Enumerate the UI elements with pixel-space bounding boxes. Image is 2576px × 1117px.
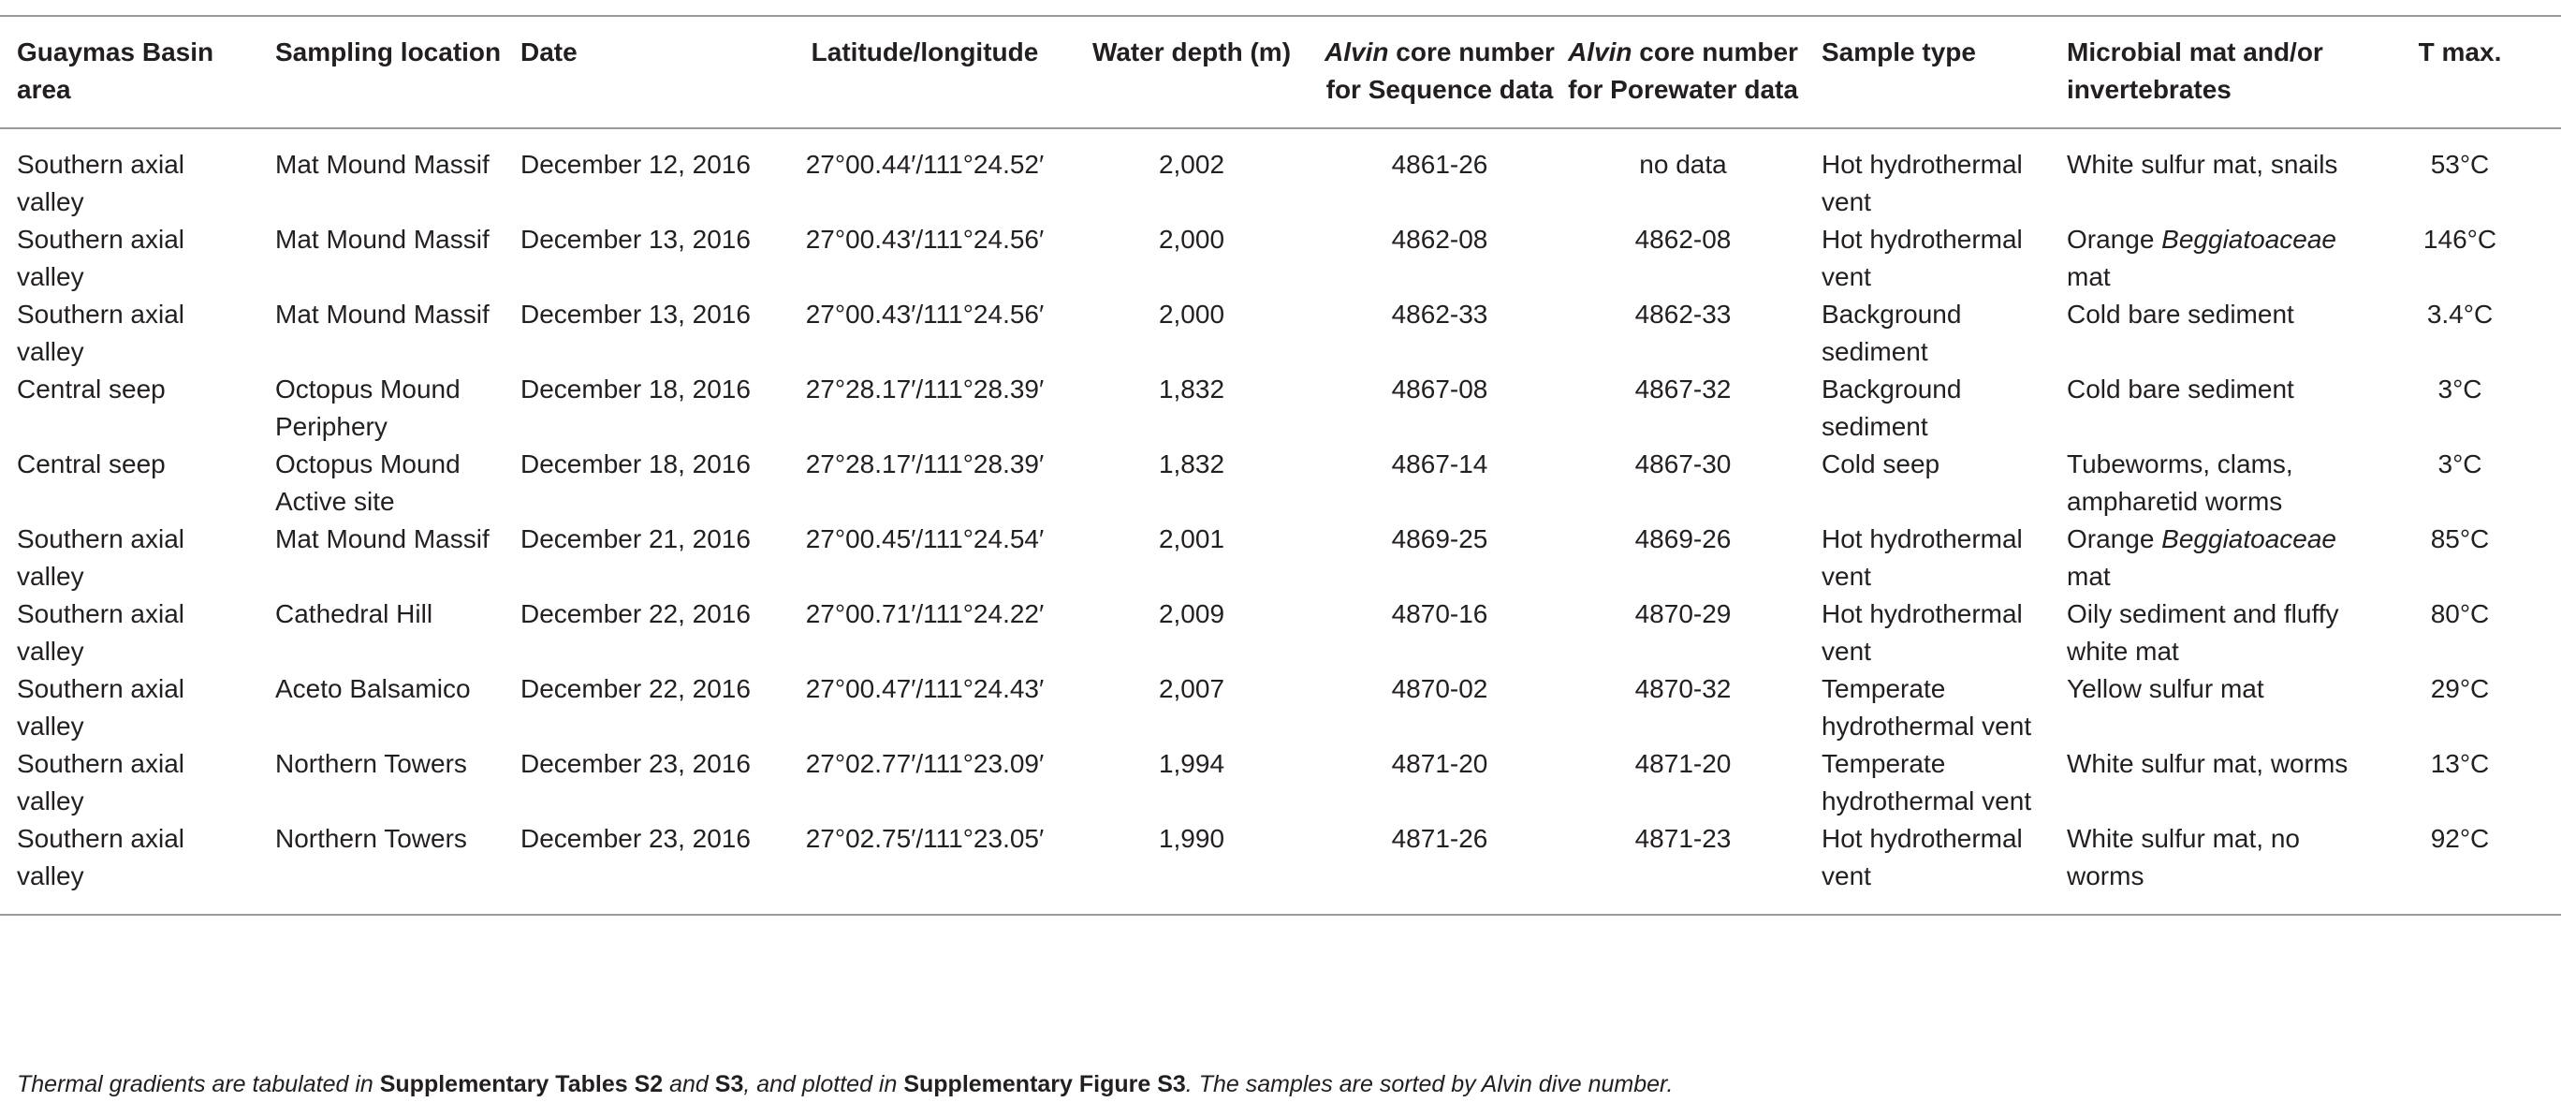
cell-porewater-core: 4867-32: [1634, 375, 1732, 404]
mat-text: Orange: [2067, 524, 2162, 553]
mat-text: White sulfur mat, no worms: [2067, 824, 2300, 890]
cell-area: Southern axial valley: [17, 150, 185, 216]
cell-area: Southern axial valley: [17, 599, 185, 666]
col-header-tmax: T max.: [2418, 37, 2502, 66]
cell-location: Mat Mound Massif: [275, 300, 490, 329]
cell-sample-type: Hot hydrothermal vent: [1822, 524, 2023, 591]
cell-latlon: 27°00.43′/111°24.56′: [805, 300, 1045, 329]
footnote-text: , and plotted in: [743, 1071, 904, 1097]
cell-latlon: 27°28.17′/111°28.39′: [805, 375, 1045, 404]
table-row: [0, 446, 2561, 521]
cell-location: Northern Towers: [275, 824, 467, 853]
cell-depth: 2,000: [1158, 300, 1225, 329]
col-header-date: Date: [520, 37, 578, 66]
cell-tmax: 92°C: [2430, 824, 2490, 853]
cell-sequence-core: 4862-33: [1391, 300, 1488, 329]
cell-sample-type: Hot hydrothermal vent: [1822, 150, 2023, 216]
cell-tmax: 146°C: [2422, 225, 2497, 254]
cell-porewater-core: 4862-08: [1634, 225, 1732, 254]
table-footnote: [17, 1068, 1673, 1100]
cell-sequence-core: 4870-16: [1391, 599, 1488, 628]
cell-sample-type: Hot hydrothermal vent: [1822, 824, 2023, 890]
cell-latlon: 27°00.43′/111°24.56′: [805, 225, 1045, 254]
cell-sample-type: Hot hydrothermal vent: [1822, 225, 2023, 291]
cell-area: Southern axial valley: [17, 225, 185, 291]
cell-location: Cathedral Hill: [275, 599, 433, 628]
cell-sequence-core: 4861-26: [1391, 150, 1488, 179]
cell-depth: 1,832: [1158, 375, 1225, 404]
cell-sequence-core: 4869-25: [1391, 524, 1488, 553]
mat-text: White sulfur mat, snails: [2067, 150, 2338, 179]
cell-porewater-core: 4862-33: [1634, 300, 1732, 329]
cell-location: Mat Mound Massif: [275, 150, 490, 179]
cell-depth: 2,007: [1158, 674, 1225, 703]
table-row: [0, 521, 2561, 595]
cell-mat: [2050, 371, 2359, 446]
footnote-ref-figure-s3: Supplementary Figure S3: [903, 1071, 1186, 1097]
cell-sample-type: Background sediment: [1822, 300, 1962, 366]
cell-date: December 21, 2016: [520, 524, 751, 553]
cell-latlon: 27°02.77′/111°23.09′: [805, 749, 1045, 778]
col-header-depth: Water depth (m): [1091, 37, 1292, 66]
cell-depth: 1,994: [1158, 749, 1225, 778]
mat-text: Tubeworms, clams, ampharetid worms: [2067, 449, 2293, 516]
cell-porewater-core: 4870-29: [1634, 599, 1732, 628]
cell-mat: [2050, 296, 2359, 371]
alvin-italic: Alvin: [1325, 37, 1389, 66]
cell-porewater-core: 4870-32: [1634, 674, 1732, 703]
table-row: [0, 128, 2561, 221]
alvin-sequence-rest: core number for Sequence data: [1325, 37, 1555, 104]
cell-date: December 13, 2016: [520, 300, 751, 329]
cell-location: Octopus Mound Periphery: [275, 375, 461, 441]
table-row: [0, 371, 2561, 446]
mat-text: Cold bare sediment: [2067, 300, 2294, 329]
table-row: [0, 221, 2561, 296]
cell-mat: [2050, 670, 2359, 745]
table-row: [0, 296, 2561, 371]
cell-tmax: 85°C: [2430, 524, 2490, 553]
cell-mat: [2050, 820, 2359, 915]
cell-sample-type: Background sediment: [1822, 375, 1962, 441]
cell-date: December 23, 2016: [520, 824, 751, 853]
mat-text: Oily sediment and fluffy white mat: [2067, 599, 2339, 666]
mat-text-suffix: mat: [2067, 262, 2111, 291]
mat-taxon-italic: Beggiatoaceae: [2161, 225, 2336, 254]
col-header-latlon: Latitude/longitude: [811, 37, 1039, 66]
mat-text: Orange: [2067, 225, 2162, 254]
mat-text: Cold bare sediment: [2067, 375, 2294, 404]
cell-mat: [2050, 128, 2359, 221]
mat-text-suffix: mat: [2067, 562, 2111, 591]
cell-tmax: 29°C: [2430, 674, 2490, 703]
col-header-area: Guaymas Basin area: [17, 37, 214, 104]
table-row: [0, 670, 2561, 745]
cell-date: December 23, 2016: [520, 749, 751, 778]
cell-sequence-core: 4871-26: [1391, 824, 1488, 853]
header-row: [0, 16, 2561, 128]
cell-area: Southern axial valley: [17, 749, 185, 816]
cell-mat: [2050, 595, 2359, 670]
cell-sequence-core: 4862-08: [1391, 225, 1488, 254]
cell-sample-type: Temperate hydrothermal vent: [1822, 674, 2032, 741]
cell-location: Aceto Balsamico: [275, 674, 471, 703]
mat-text: White sulfur mat, worms: [2067, 749, 2349, 778]
cell-tmax: 80°C: [2430, 599, 2490, 628]
cell-tmax: 3°C: [2437, 375, 2482, 404]
cell-latlon: 27°00.47′/111°24.43′: [805, 674, 1045, 703]
cell-date: December 12, 2016: [520, 150, 751, 179]
table-row: [0, 820, 2561, 915]
footnote-text: . The samples are sorted by Alvin dive number.: [1185, 1071, 1674, 1097]
cell-depth: 2,000: [1158, 225, 1225, 254]
cell-area: Southern axial valley: [17, 824, 185, 890]
footnote-text: Thermal gradients are tabulated in: [17, 1071, 380, 1097]
cell-sequence-core: 4867-08: [1391, 375, 1488, 404]
alvin-porewater-rest: core number for Porewater data: [1568, 37, 1798, 104]
cell-mat: [2050, 745, 2359, 820]
col-header-location: Sampling location: [275, 37, 502, 66]
cell-tmax: 13°C: [2430, 749, 2490, 778]
cell-date: December 18, 2016: [520, 449, 751, 478]
cell-latlon: 27°00.45′/111°24.54′: [805, 524, 1045, 553]
cell-location: Northern Towers: [275, 749, 467, 778]
cell-area: Central seep: [17, 449, 166, 478]
footnote-ref-tables-s2: Supplementary Tables S2: [379, 1071, 664, 1097]
cell-porewater-core: 4867-30: [1634, 449, 1732, 478]
cell-location: Mat Mound Massif: [275, 524, 490, 553]
cell-depth: 2,001: [1158, 524, 1225, 553]
cell-area: Southern axial valley: [17, 300, 185, 366]
cell-depth: 2,002: [1158, 150, 1225, 179]
table-body: [0, 128, 2561, 915]
table-row: [0, 745, 2561, 820]
mat-taxon-italic: Beggiatoaceae: [2161, 524, 2336, 553]
cell-mat: [2050, 446, 2359, 521]
cell-latlon: 27°28.17′/111°28.39′: [805, 449, 1045, 478]
cell-sample-type: Temperate hydrothermal vent: [1822, 749, 2032, 816]
cell-date: December 18, 2016: [520, 375, 751, 404]
cell-depth: 2,009: [1158, 599, 1225, 628]
cell-sequence-core: 4867-14: [1391, 449, 1488, 478]
cell-location: Mat Mound Massif: [275, 225, 490, 254]
col-header-mat: Microbial mat and/or invertebrates: [2067, 37, 2323, 104]
cell-sample-type: Cold seep: [1822, 449, 1940, 478]
cell-latlon: 27°00.71′/111°24.22′: [805, 599, 1045, 628]
cell-latlon: 27°02.75′/111°23.05′: [805, 824, 1045, 853]
cell-sample-type: Hot hydrothermal vent: [1822, 599, 2023, 666]
cell-date: December 22, 2016: [520, 599, 751, 628]
cell-porewater-core: no data: [1639, 150, 1727, 179]
cell-tmax: 53°C: [2430, 150, 2490, 179]
col-header-alvin-sequence: [1318, 16, 1561, 128]
cell-area: Southern axial valley: [17, 524, 185, 591]
cell-sequence-core: 4870-02: [1391, 674, 1488, 703]
cell-date: December 13, 2016: [520, 225, 751, 254]
cell-depth: 1,990: [1158, 824, 1225, 853]
footnote-text: and: [663, 1071, 715, 1097]
alvin-italic: Alvin: [1568, 37, 1632, 66]
cell-porewater-core: 4871-23: [1634, 824, 1732, 853]
table-row: [0, 595, 2561, 670]
cell-area: Southern axial valley: [17, 674, 185, 741]
cell-porewater-core: 4869-26: [1634, 524, 1732, 553]
cell-area: Central seep: [17, 375, 166, 404]
cell-latlon: 27°00.44′/111°24.52′: [805, 150, 1045, 179]
cell-mat: [2050, 221, 2359, 296]
cell-mat: [2050, 521, 2359, 595]
mat-text: Yellow sulfur mat: [2067, 674, 2264, 703]
cell-depth: 1,832: [1158, 449, 1225, 478]
col-header-sample-type: Sample type: [1822, 37, 1976, 66]
sampling-table: [0, 15, 2561, 916]
col-header-alvin-porewater: [1561, 16, 1805, 128]
cell-porewater-core: 4871-20: [1634, 749, 1732, 778]
cell-tmax: 3°C: [2437, 449, 2482, 478]
footnote-ref-s3: S3: [714, 1071, 744, 1097]
cell-tmax: 3.4°C: [2426, 300, 2494, 329]
cell-sequence-core: 4871-20: [1391, 749, 1488, 778]
cell-location: Octopus Mound Active site: [275, 449, 461, 516]
cell-date: December 22, 2016: [520, 674, 751, 703]
